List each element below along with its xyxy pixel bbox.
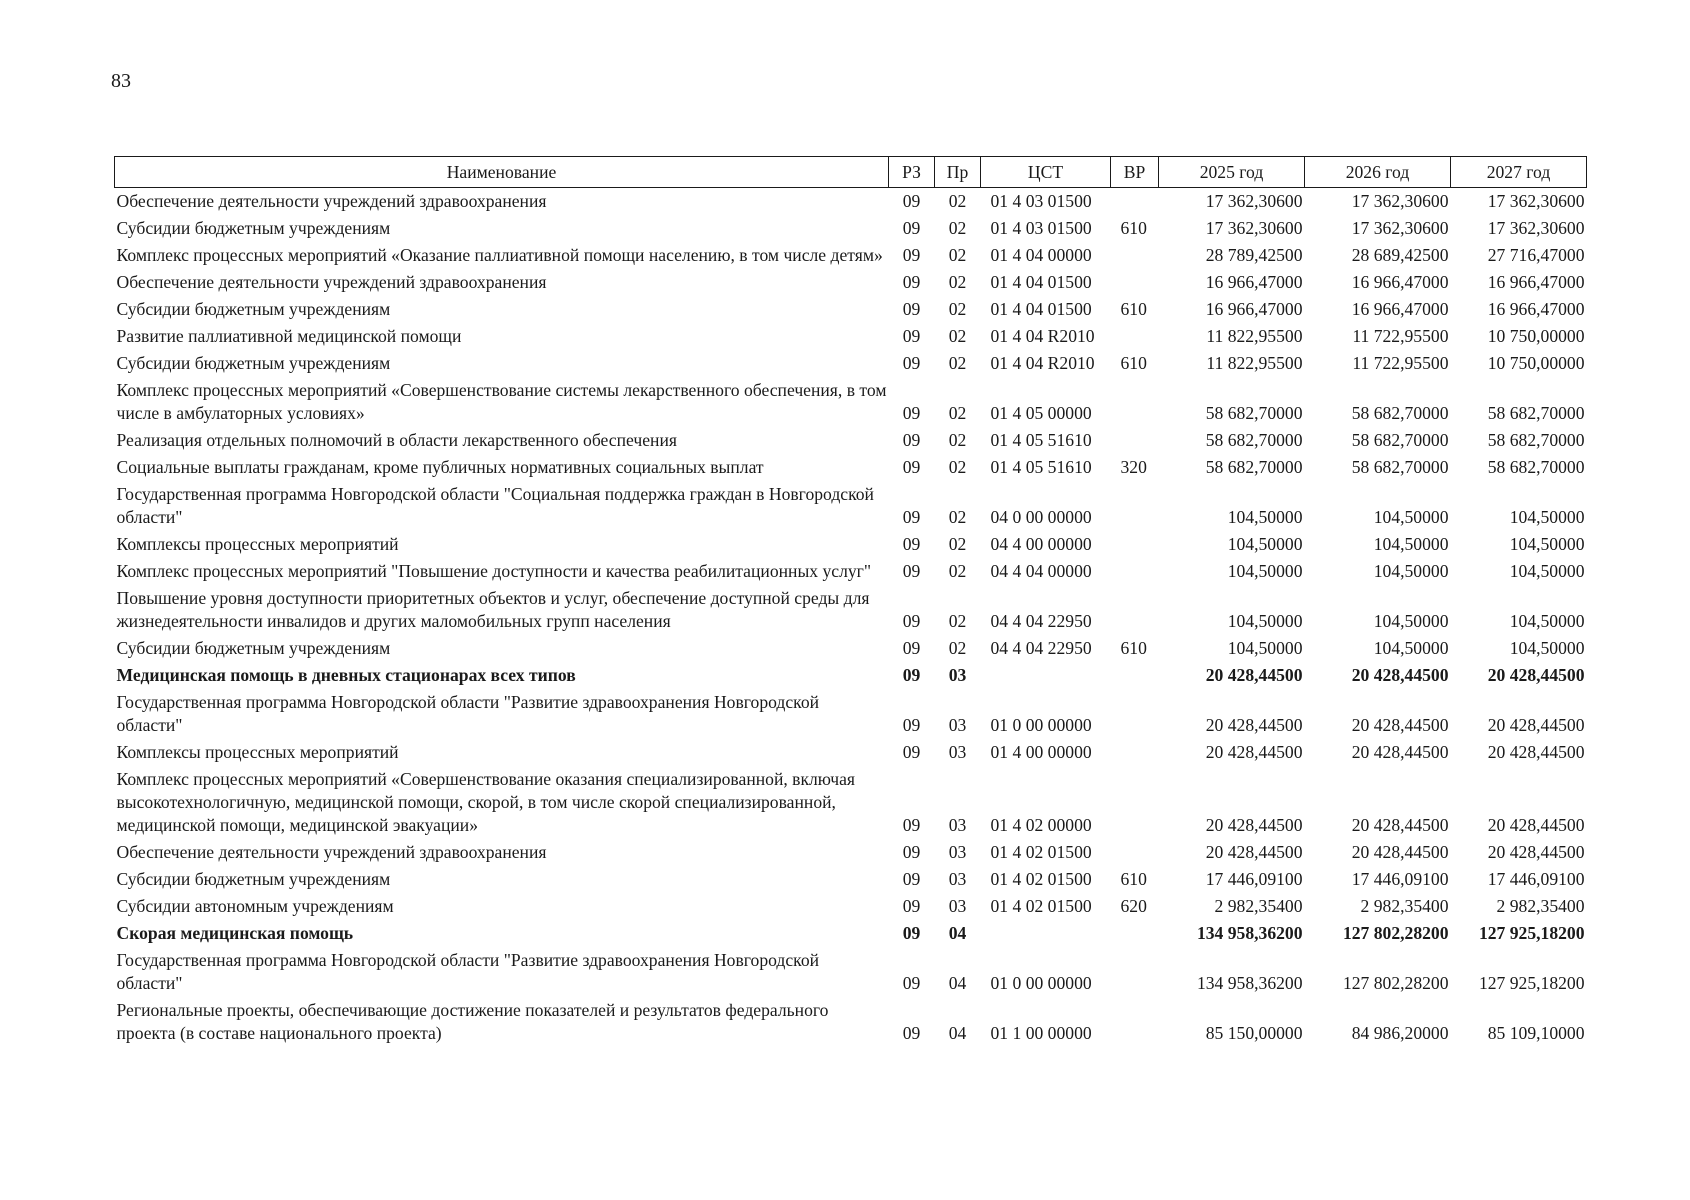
row-2026: 20 428,44500	[1351, 665, 1449, 685]
row-2025: 134 958,36200	[1196, 973, 1303, 993]
row-2026: 58 682,70000	[1351, 457, 1449, 477]
row-cst: 01 4 04 R2010	[990, 353, 1095, 373]
row-2026: 20 428,44500	[1351, 742, 1449, 762]
row-name: Государственная программа Новгородской области "Развитие здравоохранения Новгородской области"	[116, 692, 820, 735]
row-2027: 58 682,70000	[1487, 457, 1585, 477]
row-vr: 620	[1120, 896, 1147, 916]
row-2025: 104,50000	[1227, 534, 1303, 554]
row-2027: 10 750,00000	[1487, 353, 1585, 373]
row-vr: 610	[1120, 353, 1147, 373]
row-2027: 127 925,18200	[1478, 973, 1585, 993]
row-2025: 85 150,00000	[1205, 1023, 1303, 1043]
row-cst: 04 4 04 22950	[990, 638, 1092, 658]
table-row	[115, 635, 1587, 662]
row-name: Реализация отдельных полномочий в области лекарственного обеспечения	[116, 430, 677, 450]
table-row	[115, 531, 1587, 558]
header-2027: 2027 год	[1451, 157, 1587, 188]
row-vr	[1111, 947, 1159, 997]
row-rz: 09	[902, 742, 921, 762]
row-pr: 02	[948, 245, 967, 265]
row-pr: 02	[948, 191, 967, 211]
row-cst: 01 1 00 00000	[990, 1023, 1092, 1043]
table-row	[115, 662, 1587, 689]
row-pr: 02	[948, 326, 967, 346]
row-vr: 320	[1120, 457, 1147, 477]
row-pr: 02	[948, 299, 967, 319]
row-rz: 09	[902, 896, 921, 916]
row-vr	[1111, 689, 1159, 739]
table-row	[115, 481, 1587, 531]
header-name: Наименование	[115, 157, 889, 188]
row-pr: 04	[948, 973, 967, 993]
row-2025: 11 822,95500	[1206, 353, 1303, 373]
table-row	[115, 323, 1587, 350]
row-rz: 09	[902, 842, 921, 862]
row-2027: 27 716,47000	[1487, 245, 1585, 265]
table-row	[115, 766, 1587, 839]
row-cst: 01 4 03 01500	[990, 191, 1092, 211]
row-2026: 20 428,44500	[1351, 815, 1449, 835]
row-pr: 02	[948, 507, 967, 527]
row-name: Социальные выплаты гражданам, кроме публичных нормативных социальных выплат	[116, 457, 764, 477]
row-cst: 01 4 00 00000	[990, 742, 1092, 762]
row-2025: 58 682,70000	[1205, 430, 1303, 450]
row-rz: 09	[902, 638, 921, 658]
row-2027: 104,50000	[1509, 638, 1585, 658]
row-name: Комплекс процессных мероприятий «Оказание паллиативной помощи населению, в том числе детям»	[116, 245, 883, 265]
row-name: Обеспечение деятельности учреждений здравоохранения	[116, 191, 547, 211]
row-rz: 09	[902, 245, 921, 265]
row-2026: 127 802,28200	[1342, 973, 1449, 993]
row-pr: 02	[948, 611, 967, 631]
row-pr: 03	[948, 665, 967, 685]
row-2025: 58 682,70000	[1205, 457, 1303, 477]
row-vr	[1111, 481, 1159, 531]
row-rz: 09	[902, 272, 921, 292]
row-2026: 11 722,95500	[1352, 326, 1449, 346]
row-vr: 610	[1120, 299, 1147, 319]
row-cst: 01 4 04 01500	[990, 272, 1092, 292]
row-2026: 16 966,47000	[1351, 272, 1449, 292]
row-vr: 610	[1120, 869, 1147, 889]
row-2025: 17 362,30600	[1205, 191, 1303, 211]
row-name: Государственная программа Новгородской области "Социальная поддержка граждан в Новгородской области"	[116, 484, 874, 527]
row-name: Комплексы процессных мероприятий	[116, 742, 399, 762]
row-2026: 104,50000	[1373, 534, 1449, 554]
row-vr	[1111, 997, 1159, 1047]
row-rz: 09	[902, 815, 921, 835]
row-2027: 20 428,44500	[1487, 815, 1585, 835]
row-2025: 20 428,44500	[1205, 715, 1303, 735]
row-2026: 11 722,95500	[1352, 353, 1449, 373]
row-2026: 20 428,44500	[1351, 715, 1449, 735]
row-2027: 17 362,30600	[1487, 218, 1585, 238]
row-2027: 16 966,47000	[1487, 272, 1585, 292]
header-pr: Пр	[935, 157, 981, 188]
row-2025: 17 362,30600	[1205, 218, 1303, 238]
row-name: Государственная программа Новгородской области "Развитие здравоохранения Новгородской области"	[116, 950, 820, 993]
row-name: Скорая медицинская помощь	[116, 923, 354, 943]
row-pr: 02	[948, 353, 967, 373]
row-vr	[1111, 323, 1159, 350]
row-vr	[1111, 585, 1159, 635]
row-rz: 09	[902, 611, 921, 631]
row-name: Региональные проекты, обеспечивающие достижение показателей и результатов федерального проекта (в составе национального проекта)	[116, 1000, 829, 1043]
row-vr: 610	[1120, 218, 1147, 238]
row-rz: 09	[902, 1023, 921, 1043]
row-2027: 85 109,10000	[1487, 1023, 1585, 1043]
row-2025: 16 966,47000	[1205, 299, 1303, 319]
row-2027: 104,50000	[1509, 561, 1585, 581]
row-2025: 58 682,70000	[1205, 403, 1303, 423]
row-pr: 02	[948, 534, 967, 554]
row-name: Медицинская помощь в дневных стационарах всех типов	[116, 665, 576, 685]
row-cst	[981, 920, 1111, 947]
row-name: Комплекс процессных мероприятий "Повышение доступности и качества реабилитационных услуг"	[116, 561, 872, 581]
row-pr: 02	[948, 218, 967, 238]
row-2025: 104,50000	[1227, 638, 1303, 658]
row-vr	[1111, 427, 1159, 454]
row-pr: 04	[948, 1023, 967, 1043]
row-2025: 104,50000	[1227, 561, 1303, 581]
header-vr: ВР	[1111, 157, 1159, 188]
row-cst: 04 4 04 22950	[990, 611, 1092, 631]
table-row	[115, 866, 1587, 893]
row-pr: 03	[948, 715, 967, 735]
row-pr: 02	[948, 457, 967, 477]
row-name: Субсидии бюджетным учреждениям	[116, 218, 391, 238]
row-cst: 01 4 04 00000	[990, 245, 1092, 265]
row-name: Комплексы процессных мероприятий	[116, 534, 399, 554]
row-2025: 20 428,44500	[1205, 742, 1303, 762]
table-body	[115, 188, 1587, 1048]
row-2025: 17 446,09100	[1205, 869, 1303, 889]
row-2026: 58 682,70000	[1351, 403, 1449, 423]
row-2026: 28 689,42500	[1351, 245, 1449, 265]
row-2025: 20 428,44500	[1205, 815, 1303, 835]
row-2027: 20 428,44500	[1487, 742, 1585, 762]
table-row	[115, 377, 1587, 427]
row-rz: 09	[902, 534, 921, 554]
row-name: Развитие паллиативной медицинской помощи	[116, 326, 462, 346]
row-cst: 01 4 02 01500	[990, 842, 1092, 862]
table-row	[115, 215, 1587, 242]
row-rz: 09	[902, 326, 921, 346]
row-pr: 03	[948, 842, 967, 862]
row-name: Обеспечение деятельности учреждений здравоохранения	[116, 842, 547, 862]
row-2025: 11 822,95500	[1206, 326, 1303, 346]
table-row	[115, 739, 1587, 766]
row-2026: 104,50000	[1373, 561, 1449, 581]
row-cst: 01 4 02 01500	[990, 896, 1092, 916]
header-rz: РЗ	[889, 157, 935, 188]
row-name: Повышение уровня доступности приоритетных объектов и услуг, обеспечение доступной среды для жизнедеятельности инвалидов и других маломобильных групп населения	[116, 588, 870, 631]
row-cst: 01 4 05 51610	[990, 457, 1092, 477]
row-2027: 17 446,09100	[1487, 869, 1585, 889]
row-rz: 09	[902, 973, 921, 993]
row-rz: 09	[902, 457, 921, 477]
budget-table	[114, 156, 1587, 1047]
row-rz: 09	[902, 430, 921, 450]
row-cst: 01 4 02 01500	[990, 869, 1092, 889]
row-rz: 09	[902, 715, 921, 735]
row-rz: 09	[902, 403, 921, 423]
row-2027: 10 750,00000	[1487, 326, 1585, 346]
row-vr	[1111, 377, 1159, 427]
row-name: Обеспечение деятельности учреждений здравоохранения	[116, 272, 547, 292]
table-row	[115, 893, 1587, 920]
row-rz: 09	[902, 923, 921, 943]
row-cst: 01 4 02 00000	[990, 815, 1092, 835]
row-2027: 104,50000	[1509, 611, 1585, 631]
row-2026: 127 802,28200	[1342, 923, 1449, 943]
row-2027: 17 362,30600	[1487, 191, 1585, 211]
row-pr: 02	[948, 561, 967, 581]
row-name: Комплекс процессных мероприятий «Совершенствование системы лекарственного обеспечения, в том числе в амбулаторных условиях»	[116, 380, 887, 423]
header-2025: 2025 год	[1159, 157, 1305, 188]
row-2027: 127 925,18200	[1478, 923, 1585, 943]
row-rz: 09	[902, 665, 921, 685]
row-2026: 104,50000	[1373, 638, 1449, 658]
table-row	[115, 188, 1587, 216]
row-2025: 16 966,47000	[1205, 272, 1303, 292]
row-2026: 104,50000	[1373, 507, 1449, 527]
row-rz: 09	[902, 218, 921, 238]
row-2026: 58 682,70000	[1351, 430, 1449, 450]
row-vr	[1111, 242, 1159, 269]
row-pr: 03	[948, 742, 967, 762]
row-pr: 02	[948, 403, 967, 423]
row-cst: 01 4 04 01500	[990, 299, 1092, 319]
row-vr	[1111, 766, 1159, 839]
row-name: Субсидии бюджетным учреждениям	[116, 638, 391, 658]
table-row	[115, 585, 1587, 635]
row-cst	[981, 662, 1111, 689]
table-row	[115, 947, 1587, 997]
table-row	[115, 242, 1587, 269]
row-vr	[1111, 558, 1159, 585]
row-2025: 28 789,42500	[1205, 245, 1303, 265]
table-header-row	[115, 157, 1587, 188]
row-2025: 2 982,35400	[1214, 896, 1303, 916]
row-vr: 610	[1120, 638, 1147, 658]
row-vr	[1111, 739, 1159, 766]
row-pr: 02	[948, 638, 967, 658]
row-rz: 09	[902, 869, 921, 889]
row-2027: 104,50000	[1509, 507, 1585, 527]
row-2025: 20 428,44500	[1205, 842, 1303, 862]
row-pr: 03	[948, 815, 967, 835]
row-cst: 04 4 00 00000	[990, 534, 1092, 554]
row-2026: 20 428,44500	[1351, 842, 1449, 862]
table-row	[115, 689, 1587, 739]
row-pr: 03	[948, 896, 967, 916]
row-cst: 01 4 04 R2010	[990, 326, 1095, 346]
row-cst: 01 0 00 00000	[990, 973, 1092, 993]
table-row	[115, 920, 1587, 947]
row-rz: 09	[902, 299, 921, 319]
row-2026: 17 446,09100	[1351, 869, 1449, 889]
row-vr	[1111, 188, 1159, 216]
row-vr	[1111, 920, 1159, 947]
row-2025: 20 428,44500	[1205, 665, 1303, 685]
header-2026: 2026 год	[1305, 157, 1451, 188]
row-2027: 58 682,70000	[1487, 403, 1585, 423]
row-vr	[1111, 269, 1159, 296]
row-2027: 20 428,44500	[1487, 842, 1585, 862]
row-cst: 01 4 05 00000	[990, 403, 1092, 423]
header-cst: ЦСТ	[981, 157, 1111, 188]
row-cst: 04 4 04 00000	[990, 561, 1092, 581]
row-cst: 04 0 00 00000	[990, 507, 1092, 527]
table-row	[115, 296, 1587, 323]
row-vr	[1111, 839, 1159, 866]
row-name: Субсидии автономным учреждениям	[116, 896, 394, 916]
row-2027: 20 428,44500	[1487, 665, 1585, 685]
row-2027: 58 682,70000	[1487, 430, 1585, 450]
row-2025: 134 958,36200	[1196, 923, 1303, 943]
table-row	[115, 269, 1587, 296]
row-2026: 2 982,35400	[1360, 896, 1449, 916]
row-pr: 02	[948, 430, 967, 450]
table-row	[115, 454, 1587, 481]
row-cst: 01 0 00 00000	[990, 715, 1092, 735]
row-2027: 104,50000	[1509, 534, 1585, 554]
row-2027: 16 966,47000	[1487, 299, 1585, 319]
row-rz: 09	[902, 507, 921, 527]
table-row	[115, 350, 1587, 377]
row-rz: 09	[902, 353, 921, 373]
row-name: Субсидии бюджетным учреждениям	[116, 299, 391, 319]
row-2025: 104,50000	[1227, 611, 1303, 631]
row-2026: 17 362,30600	[1351, 218, 1449, 238]
row-cst: 01 4 05 51610	[990, 430, 1092, 450]
row-vr	[1111, 662, 1159, 689]
row-2026: 104,50000	[1373, 611, 1449, 631]
row-name: Субсидии бюджетным учреждениям	[116, 353, 391, 373]
row-name: Субсидии бюджетным учреждениям	[116, 869, 391, 889]
table-row	[115, 839, 1587, 866]
table-row	[115, 427, 1587, 454]
row-vr	[1111, 531, 1159, 558]
row-rz: 09	[902, 191, 921, 211]
row-2027: 20 428,44500	[1487, 715, 1585, 735]
page-number: 83	[111, 70, 131, 92]
row-name: Комплекс процессных мероприятий «Совершенствование оказания специализированной, включая высокотехнологичную, медицинской помощи, скорой, в том числе скорой специализированной, медицинской помощи, медицинской эвакуации»	[116, 769, 856, 835]
row-rz: 09	[902, 561, 921, 581]
row-2026: 84 986,20000	[1351, 1023, 1449, 1043]
row-pr: 04	[948, 923, 967, 943]
row-pr: 03	[948, 869, 967, 889]
row-cst: 01 4 03 01500	[990, 218, 1092, 238]
row-2025: 104,50000	[1227, 507, 1303, 527]
row-2026: 17 362,30600	[1351, 191, 1449, 211]
row-2026: 16 966,47000	[1351, 299, 1449, 319]
table-row	[115, 558, 1587, 585]
row-pr: 02	[948, 272, 967, 292]
table-row	[115, 997, 1587, 1047]
row-2027: 2 982,35400	[1496, 896, 1585, 916]
